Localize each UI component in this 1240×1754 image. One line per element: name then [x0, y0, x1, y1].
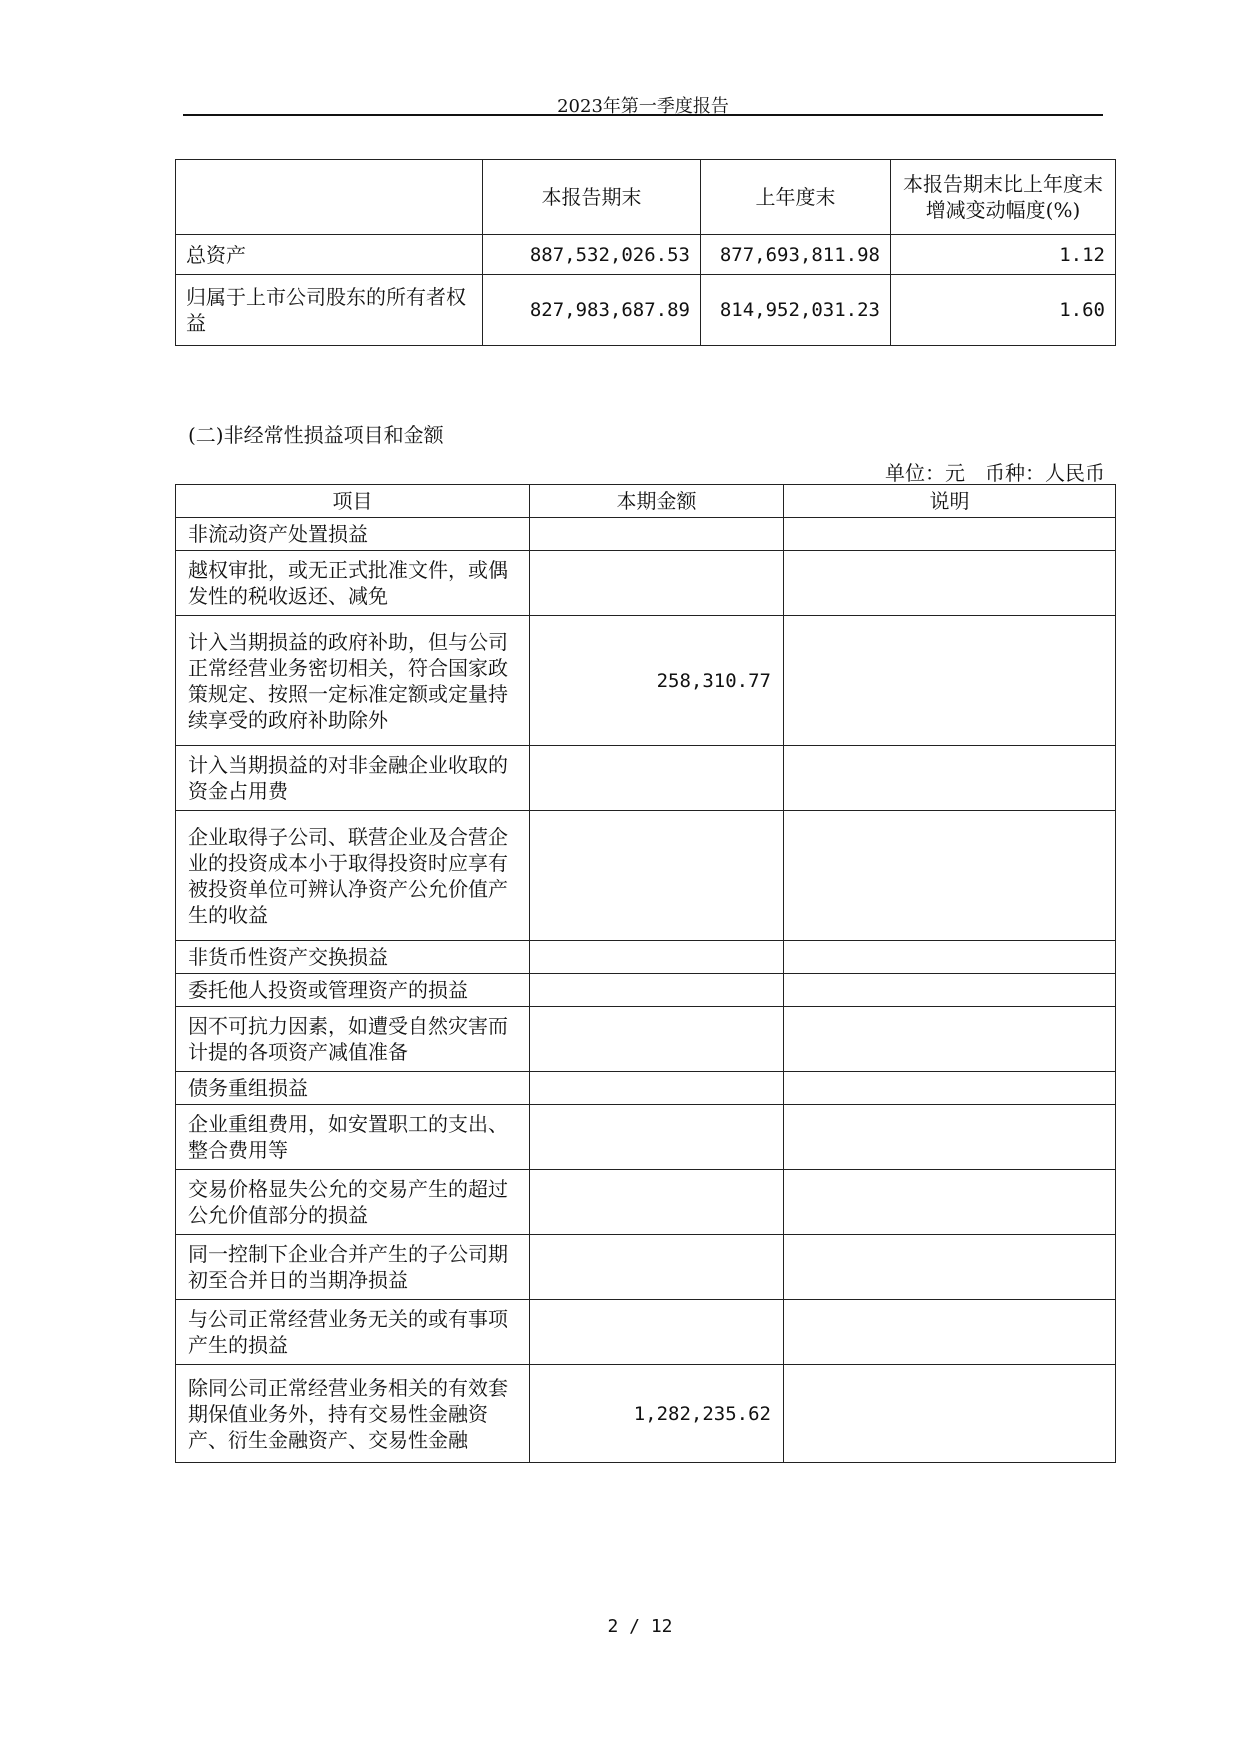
- note-cell: [784, 518, 1116, 551]
- item-cell: 企业取得子公司、联营企业及合营企业的投资成本小于取得投资时应享有被投资单位可辨认净资产公允价值产生的收益: [176, 811, 530, 941]
- row-label: 总资产: [176, 235, 483, 275]
- unit-currency-note: 单位：元 币种：人民币: [885, 461, 1105, 485]
- note-cell: [784, 746, 1116, 811]
- amount-cell: [530, 811, 784, 941]
- table-row: [176, 746, 1116, 811]
- table-row: [176, 811, 1116, 941]
- table-row: [176, 941, 1116, 974]
- table-row: [176, 1300, 1116, 1365]
- table-row: [176, 1007, 1116, 1072]
- page-header: 2023年第一季度报告: [557, 96, 729, 117]
- item-cell: 计入当期损益的对非金融企业收取的资金占用费: [176, 746, 530, 811]
- table-row: [176, 1072, 1116, 1105]
- amount-cell: [530, 941, 784, 974]
- header-cell: 上年度末: [701, 160, 891, 235]
- value-cell: 1.60: [891, 275, 1116, 346]
- table-row: [176, 974, 1116, 1007]
- amount-cell: [530, 518, 784, 551]
- amount-cell: [530, 1072, 784, 1105]
- table-row: [176, 235, 1116, 275]
- item-cell: 与公司正常经营业务无关的或有事项产生的损益: [176, 1300, 530, 1365]
- note-cell: [784, 1072, 1116, 1105]
- amount-cell: [530, 1105, 784, 1170]
- value-cell: 877,693,811.98: [701, 235, 891, 275]
- amount-cell: [530, 1235, 784, 1300]
- note-cell: [784, 941, 1116, 974]
- header-cell: 本报告期末: [483, 160, 701, 235]
- note-cell: [784, 1105, 1116, 1170]
- item-cell: 企业重组费用，如安置职工的支出、整合费用等: [176, 1105, 530, 1170]
- amount-cell: [530, 1007, 784, 1072]
- header-cell: 项目: [176, 485, 530, 518]
- item-cell: 委托他人投资或管理资产的损益: [176, 974, 530, 1007]
- table-row: [176, 616, 1116, 746]
- item-cell: 同一控制下企业合并产生的子公司期初至合并日的当期净损益: [176, 1235, 530, 1300]
- table-row: [176, 1170, 1116, 1235]
- item-cell: 债务重组损益: [176, 1072, 530, 1105]
- item-cell: 交易价格显失公允的交易产生的超过公允价值部分的损益: [176, 1170, 530, 1235]
- note-cell: [784, 551, 1116, 616]
- table-row: [176, 518, 1116, 551]
- table-header-row: [176, 485, 1116, 518]
- note-cell: [784, 616, 1116, 746]
- table-row: [176, 275, 1116, 346]
- page-number: 2 / 12: [607, 1616, 673, 1637]
- row-label: 归属于上市公司股东的所有者权益: [176, 275, 483, 346]
- value-cell: 814,952,031.23: [701, 275, 891, 346]
- note-cell: [784, 1170, 1116, 1235]
- item-cell: 计入当期损益的政府补助，但与公司正常经营业务密切相关，符合国家政策规定、按照一定标准定额或定量持续享受的政府补助除外: [176, 616, 530, 746]
- table-row: [176, 551, 1116, 616]
- value-cell: 827,983,687.89: [483, 275, 701, 346]
- header-divider: [183, 114, 1103, 116]
- section-title: (二)非经常性损益项目和金额: [188, 423, 444, 447]
- amount-cell: [530, 746, 784, 811]
- note-cell: [784, 811, 1116, 941]
- note-cell: [784, 1365, 1116, 1463]
- note-cell: [784, 1007, 1116, 1072]
- value-cell: 1.12: [891, 235, 1116, 275]
- note-cell: [784, 1300, 1116, 1365]
- table-row: [176, 1365, 1116, 1463]
- header-cell: [176, 160, 483, 235]
- table-row: [176, 1235, 1116, 1300]
- balance-summary-table: [175, 159, 1116, 346]
- note-cell: [784, 974, 1116, 1007]
- item-cell: 越权审批，或无正式批准文件，或偶发性的税收返还、减免: [176, 551, 530, 616]
- amount-cell: [530, 974, 784, 1007]
- amount-cell: 258,310.77: [530, 616, 784, 746]
- header-cell: 本报告期末比上年度末增减变动幅度(%): [891, 160, 1116, 235]
- amount-cell: 1,282,235.62: [530, 1365, 784, 1463]
- amount-cell: [530, 1170, 784, 1235]
- header-cell: 说明: [784, 485, 1116, 518]
- item-cell: 非流动资产处置损益: [176, 518, 530, 551]
- table-row: [176, 1105, 1116, 1170]
- amount-cell: [530, 551, 784, 616]
- item-cell: 除同公司正常经营业务相关的有效套期保值业务外，持有交易性金融资产、衍生金融资产、交易性金融: [176, 1365, 530, 1463]
- item-cell: 非货币性资产交换损益: [176, 941, 530, 974]
- header-cell: 本期金额: [530, 485, 784, 518]
- table-header-row: [176, 160, 1116, 235]
- amount-cell: [530, 1300, 784, 1365]
- non-recurring-items-table: [175, 484, 1116, 1463]
- item-cell: 因不可抗力因素，如遭受自然灾害而计提的各项资产减值准备: [176, 1007, 530, 1072]
- value-cell: 887,532,026.53: [483, 235, 701, 275]
- note-cell: [784, 1235, 1116, 1300]
